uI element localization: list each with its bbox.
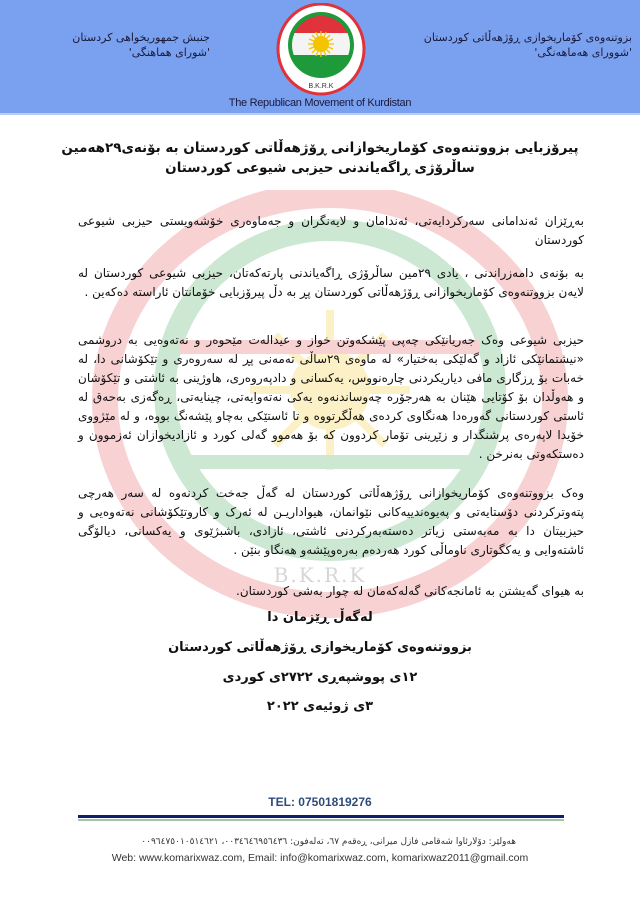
letterhead-banner <box>0 0 640 115</box>
letterhead-kurdish-name <box>392 30 632 60</box>
document-title: پیرۆزبایی بزووتنەوەی کۆماریخوازانی ڕۆژهەڵاتی کوردستان بە بۆنەی٢٩هەمین ساڵرۆژی ڕاگەیاندنی حیزبی شیوعی کوردستان <box>61 140 579 176</box>
footer-web-email: Web: www.komarixwaz.com, Email: info@komarixwaz.com, komarixwaz2011@gmail.com <box>111 852 529 864</box>
signatory-org: بزووتنەوەی کۆماریخوازی ڕۆژهەڵاتی کوردستان <box>168 640 472 655</box>
footer-telephone: TEL: 07501819276 <box>268 795 372 809</box>
persian-org-name: جنبش جمهوریخواهی کردستان <box>72 31 210 44</box>
body-paragraph: بە بۆنەی دامەزراندنی ، یادی ٢٩مین ساڵرۆژی ڕاگەیاندنی پارتەکەتان، حیزبی شیوعی کوردستان لە لایەن بزووتنەوەی کۆماریخوازانی ڕۆژهەڵاتی کوردستان پڕ بە دڵ پیرۆزبایی خۆمانتان ئاراستە دەکەین . <box>78 266 584 299</box>
body-paragraph: حیزبی شیوعی وەک جەریانێکی چەپی پێشکەوتن خواز و عیدالەت مێحوەر و نەتەوەیی بە دروشمی «نیشتمانێکی ئازاد و گەلێکی بەختیار» لە ماوەی ٢٩ساڵی تەمەنی پڕ لە سەروەری و تێکۆشانی دا، لە خەبات بۆ ڕزگاری مافی دیاریکردنی چارەنووس، یەکسانی و دادپەروەری، هاوژینی بە ئاشتی و تێکۆشان و هەوڵدان بۆ کۆتایی هێنان بە هەرجۆرە چەوساندنەوە یەکی نەتەوایەتی، چینایەتی، ڕەگەزی بەحەق لە ئاستی کوردستانی گەورەدا هەنگاوی کردەی هەڵگرتووە و تا ئاستێکی بەچاو پێشەنگ بووە، و لە مێژووی خۆیدا لاپەرەی پرشنگدار و زێڕینی تۆمار کردوون کە بۆ هەموو گەلی کورد و ئازادیخوازان ئەزموون و دەستکەوتی بەنرخن . <box>78 333 584 461</box>
body-paragraph: وەک بزووتنەوەی کۆماریخوازانی ڕۆژهەڵاتی کوردستان لە گەڵ جەخت کردنەوە لە سەر هەرچی پتەوترکردنی دۆستایەتی و پەیوەندییەکانی نێوانمان، هیواداریـن لە ئەرک و کاروتێکۆشانی نەتەوەیی و حیزبیتان دا بە مەبەستی زیاتر دەستەبەرکردنی ئاشتی، ئازادی، باشبژێوی و یەکسانی، دیالۆگی ئاشتەوایی و یەکگوتاری ناوماڵی کورد هەردەم بەرەوپێشەو هەنگاو بنێن . <box>78 486 584 557</box>
footer-divider <box>78 815 564 818</box>
english-org-name: The Republican Movement of Kurdistan <box>228 97 412 109</box>
kurdish-council-name: 'شوورای هەماهەنگی' <box>534 46 632 59</box>
gregorian-date: ٣ی ژوئیەی ٢٠٢٢ <box>266 699 374 714</box>
closing-wish-paragraph: بە هیوای گەیشتن بە ئامانجەکانی گەلەکەمان لە چوار بەشی کوردستان. <box>236 584 584 598</box>
watermark-text: B.K.R.K <box>273 563 367 587</box>
bkrk-logo-icon <box>276 3 366 97</box>
footer-address: هەولێر: دۆلارئاوا شەقامی فازل میرانی، ڕەقەم ٦٧، تەلەفون: ٠٠٣٤٦٤٦٩٥٦٤٣٦، ٠٠٩٦٤٧٥٠١٠٥١٤٦٢١ <box>141 837 516 847</box>
persian-council-name: 'شورای هماهنگی' <box>128 46 210 59</box>
kurdish-date: ١٢ی پووشپەڕی ٢٧٢٢ی کوردی <box>222 670 418 685</box>
salutation-paragraph: بەڕێزان ئەندامانی سەرکردایەتی، ئەندامان و لایەنگران و جەماوەری خۆشەویستی حیزبی شیوعی کوردستان <box>78 214 584 247</box>
closing-regards: لەگەڵ ڕێزمان دا <box>267 610 373 625</box>
letterhead-persian-name <box>40 30 210 60</box>
footer-divider-secondary <box>78 819 564 821</box>
logo-text: B.K.R.K <box>308 83 334 90</box>
kurdish-org-name: بزوتنەوەی کۆماریخوازی ڕۆژهەڵاتی کوردستان <box>423 31 632 44</box>
